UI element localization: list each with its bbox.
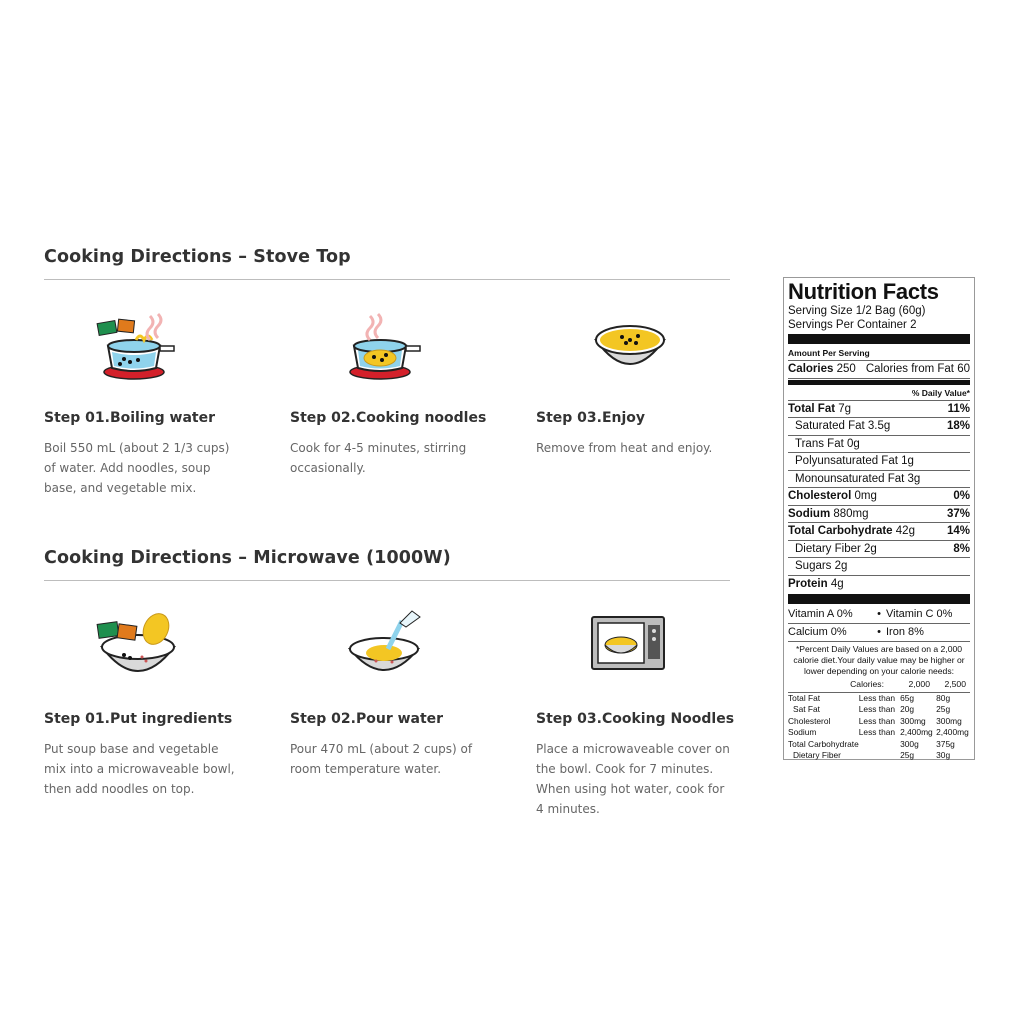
calories-label: Calories — [788, 363, 834, 375]
calories-from-fat: Calories from Fat 60 — [865, 363, 970, 375]
step-description: Put soup base and vegetable mix into a microwaveable bowl, then add noodles on top. — [44, 742, 235, 796]
nutrient-percent: 14% — [946, 525, 970, 537]
nutrient-amount: 7g — [838, 402, 852, 415]
reference-cell — [859, 739, 900, 750]
reference-cell: 25g — [936, 704, 951, 715]
reference-cell: Sodium — [788, 727, 817, 738]
reference-cell: Less than — [858, 693, 896, 703]
reference-row — [788, 750, 970, 761]
reference-cell: Total Carbohydrate — [788, 738, 859, 749]
reference-row — [788, 739, 970, 750]
nutrient-row — [788, 401, 970, 419]
nutrient-amount: 880mg — [833, 507, 869, 520]
nutrient-label: Dietary Fiber — [795, 542, 861, 555]
microwave-steps — [44, 581, 735, 816]
vitamins-row — [788, 606, 970, 624]
calories-value: 250 — [836, 363, 856, 375]
nutrient-row — [788, 471, 970, 489]
step-title: Step 02.Cooking noodles — [290, 410, 487, 426]
microwave-section — [44, 548, 735, 816]
nutrient-row — [788, 436, 970, 454]
serving-size: Serving Size 1/2 Bag (60g) — [788, 305, 926, 317]
step-description: Pour 470 mL (about 2 cups) of room temperature water. — [290, 742, 473, 776]
nutrient-amount: 0g — [846, 437, 860, 450]
nutrient-amount: 1g — [901, 455, 914, 467]
minerals-row — [788, 624, 970, 642]
reference-cell: 2,400mg — [900, 727, 933, 738]
servings-per-container: Servings Per Container 2 — [788, 319, 917, 331]
calcium: Calcium 0% — [788, 626, 847, 638]
nutrient-label: Cholesterol — [788, 490, 852, 502]
nutrient-amount: 2g — [834, 560, 848, 572]
microwave-title: Cooking Directions – Microwave (1000W) — [44, 548, 730, 581]
reference-cell: 80g — [936, 693, 951, 703]
amount-per-serving: Amount Per Serving — [788, 348, 870, 358]
calories-ref-label: Calories: — [850, 679, 884, 689]
step-title: Step 01.Boiling water — [44, 410, 215, 426]
nutrient-label: Saturated Fat — [795, 420, 865, 432]
reference-cell: Sat Fat — [793, 704, 820, 715]
stove-steps — [44, 280, 730, 500]
step-description: Place a microwaveable cover on the bowl. Cook for 7 minutes. When using hot water, cook for 4 minutes. — [536, 742, 730, 816]
daily-value-header: % Daily Value* — [788, 386, 970, 401]
nutrient-row — [788, 523, 970, 541]
nutrient-row — [788, 418, 970, 436]
reference-cell: 2,400mg — [936, 727, 969, 738]
calories-ref-2500: 2,500 — [944, 679, 966, 689]
stove-top-title: Cooking Directions – Stove Top — [44, 247, 730, 280]
nutrient-row — [788, 506, 970, 524]
step-title: Step 02.Pour water — [290, 711, 444, 727]
nutrient-label: Sodium — [788, 507, 831, 520]
reference-cell: Total Fat — [788, 693, 821, 703]
protein-amount: 4g — [830, 577, 844, 590]
bowl-with-packets-icon — [94, 605, 194, 683]
nutrient-label: Polyunsaturated Fat — [795, 455, 898, 467]
nutrient-label: Monounsaturated Fat — [795, 472, 905, 485]
reference-cell: Less than — [858, 727, 896, 738]
calorie-reference-row — [788, 679, 970, 693]
stove-top-section — [44, 247, 730, 500]
nutrition-facts-label — [783, 277, 975, 760]
reference-cell — [859, 750, 900, 761]
nutrient-rows — [788, 401, 970, 576]
vitamin-a: Vitamin A 0% — [788, 608, 853, 620]
nutrient-percent: 18% — [946, 420, 970, 432]
footnote — [788, 642, 970, 679]
bullet: • — [877, 608, 881, 620]
microwave-icon — [586, 605, 686, 683]
nutrient-row — [788, 558, 970, 576]
divider-thick — [788, 334, 970, 344]
divider-thick — [788, 594, 970, 604]
footnote-text: *Percent Daily Values are based on a 2,000 calorie diet.Your daily value may be higher or lower depending on your calorie needs: — [793, 644, 965, 676]
iron: Iron 8% — [886, 626, 924, 638]
reference-cell: 30g — [936, 750, 951, 761]
nutrient-label: Trans Fat — [795, 437, 844, 450]
step-title: Step 03.Cooking Noodles — [536, 711, 735, 727]
nutrient-amount: 3.5g — [867, 420, 891, 432]
reference-row — [788, 727, 970, 738]
pour-water-bowl-icon — [340, 605, 440, 683]
reference-cell: 20g — [900, 704, 915, 715]
divider-medium — [788, 380, 970, 385]
vitamin-c: Vitamin C 0% — [886, 608, 953, 620]
bullet: • — [877, 626, 881, 638]
nutrient-percent: 0% — [953, 490, 970, 502]
nutrient-amount: 42g — [895, 525, 915, 537]
nutrient-percent: 37% — [946, 507, 970, 520]
nutrient-percent: 8% — [953, 542, 970, 555]
reference-cell: 300g — [900, 738, 919, 749]
step-description: Cook for 4-5 minutes, stirring occasionally. — [290, 441, 467, 475]
reference-cell: 25g — [900, 750, 915, 761]
step-title: Step 03.Enjoy — [536, 410, 646, 426]
step-title: Step 01.Put ingredients — [44, 711, 233, 727]
reference-cell: 300mg — [936, 715, 962, 726]
nutrient-amount: 2g — [864, 542, 877, 555]
reference-cell: 65g — [900, 693, 915, 703]
reference-cell: 300mg — [900, 715, 926, 726]
nutrient-label: Sugars — [795, 560, 832, 572]
nutrient-label: Total Fat — [788, 402, 836, 415]
protein-label: Protein — [788, 577, 828, 590]
reference-row — [788, 704, 970, 715]
reference-cell: 375g — [936, 738, 955, 749]
nutrient-row — [788, 453, 970, 471]
step-description: Remove from heat and enjoy. — [536, 441, 713, 455]
reference-cell: Dietary Fiber — [793, 750, 841, 761]
reference-row — [788, 716, 970, 727]
nutrient-amount: 3g — [907, 472, 921, 485]
nutrient-row — [788, 541, 970, 559]
reference-cell: Less than — [858, 715, 896, 726]
pot-cooking-noodles-icon — [340, 304, 440, 382]
calories-row — [788, 360, 970, 379]
noodle-bowl-icon — [586, 304, 686, 382]
reference-cell: Cholesterol — [788, 715, 831, 726]
protein-row — [788, 576, 970, 593]
nutrition-title: Nutrition Facts — [788, 279, 939, 304]
nutrient-label: Total Carbohydrate — [788, 525, 893, 537]
calories-ref-2000: 2,000 — [908, 679, 930, 689]
nutrient-amount: 0mg — [854, 490, 877, 502]
nutrient-row — [788, 488, 970, 506]
reference-table — [788, 693, 970, 761]
reference-row — [788, 693, 970, 704]
nutrient-percent: 11% — [947, 402, 970, 415]
reference-cell: Less than — [858, 704, 896, 715]
pot-boiling-with-packets-icon — [94, 304, 194, 382]
step-description: Boil 550 mL (about 2 1/3 cups) of water. Add noodles, soup base, and vegetable mix. — [44, 441, 230, 495]
